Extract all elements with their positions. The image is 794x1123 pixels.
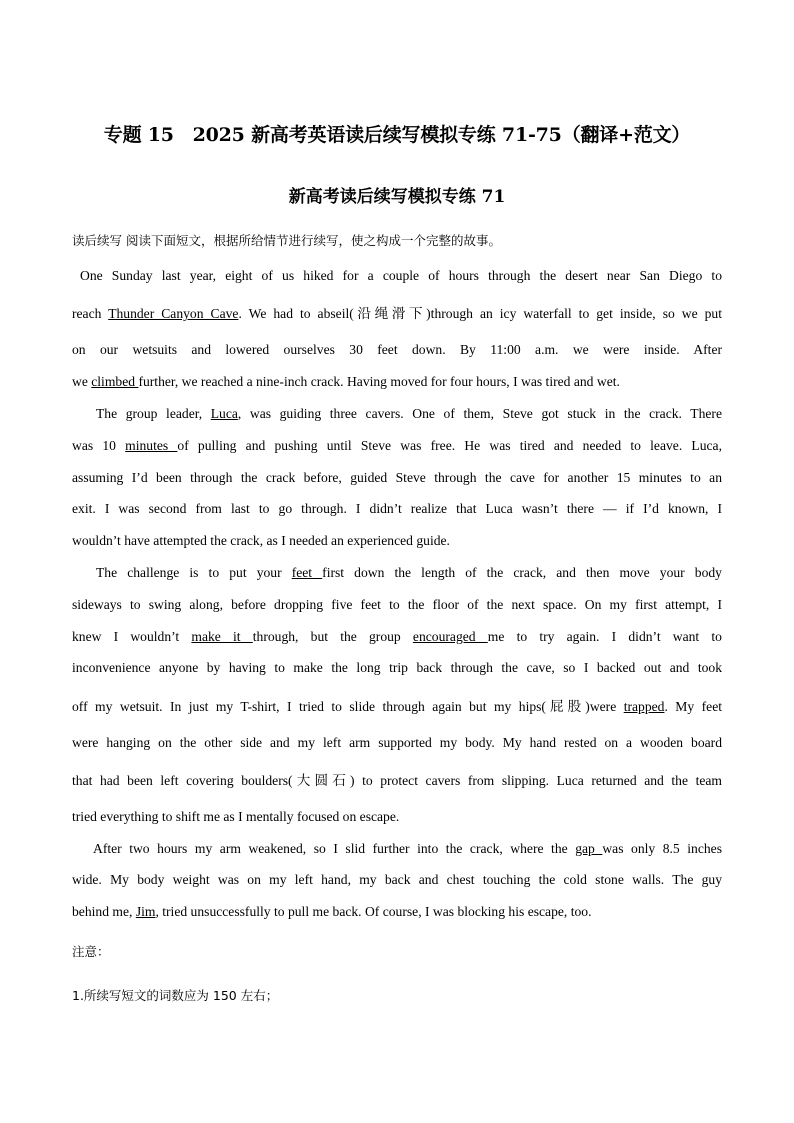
underlined-word: gap: [575, 841, 603, 856]
passage-line: The challenge is to put your feet first down the length of the crack, and then move your body: [96, 565, 722, 580]
notes-heading: 注意：: [72, 944, 110, 959]
passage-line: inconvenience anyone by having to make the long trip back through the cave, so I backed out and took: [72, 660, 722, 675]
underlined-word: Thunder Canyon Cave: [108, 306, 239, 321]
passage-line: on our wetsuits and lowered ourselves 30 feet down. By 11:00 a.m. we were inside. After: [72, 342, 722, 357]
passage-line: off my wetsuit. In just my T-shirt, I tried to slide through again but my hips(屁股)were trapped. My feet: [72, 699, 723, 714]
passage-line: The group leader, Luca, was guiding three cavers. One of them, Steve got stuck in the crack. There: [96, 406, 722, 421]
passage-line: was 10 minutes of pulling and pushing until Steve was free. He was tired and needed to leave. Luca,: [72, 438, 722, 453]
passage-line: knew I wouldn’t make it through, but the group encouraged me to try again. I didn’t want to: [72, 629, 722, 644]
underlined-word: minutes: [125, 438, 178, 453]
passage-line: that had been left covering boulders(大圆石) to protect cavers from slipping. Luca returned and the team: [72, 773, 722, 788]
notes-item: 1.所续写短文的词数应为 150 左右；: [72, 988, 279, 1003]
passage-line: we climbed further, we reached a nine-inch crack. Having moved for four hours, I was tired and wet.: [72, 374, 620, 389]
underlined-word: climbed: [91, 374, 139, 389]
underlined-word: trapped: [623, 699, 665, 714]
passage-line: exit. I was second from last to go through. I didn’t realize that Luca wasn’t there — if I’d known, I: [72, 501, 722, 516]
underlined-word: make it: [191, 629, 253, 644]
underlined-word: encouraged: [412, 629, 488, 644]
passage-line: After two hours my arm weakened, so I slid further into the crack, where the gap was only 8.5 inches: [93, 841, 722, 856]
page-subtitle: 新高考读后续写模拟专练 71: [288, 187, 506, 207]
passage-line: assuming I’d been through the crack before, guided Steve through the cave for another 15 minutes to an: [72, 470, 722, 485]
passage-line: tried everything to shift me as I mentally focused on escape.: [72, 809, 400, 824]
passage-line: wouldn’t have attempted the crack, as I needed an experienced guide.: [72, 533, 450, 548]
underlined-word: Luca: [210, 406, 238, 421]
passage-line: reach Thunder Canyon Cave. We had to abseil(沿绳滑下)through an icy waterfall to get inside, so we put: [72, 306, 722, 321]
underlined-word: feet: [291, 565, 323, 580]
passage-line: sideways to swing along, before dropping five feet to the floor of the next space. On my first attempt, I: [72, 597, 722, 612]
underlined-word: Jim: [135, 904, 156, 919]
passage-line: behind me, Jim, tried unsuccessfully to pull me back. Of course, I was blocking his escape, too.: [72, 904, 592, 919]
passage-line: wide. My body weight was on my left hand, my back and chest touching the cold stone walls. The guy: [72, 872, 722, 887]
passage-line: One Sunday last year, eight of us hiked for a couple of hours through the desert near San Diego to: [80, 268, 722, 283]
task-instruction: 读后续写 阅读下面短文，根据所给情节进行续写，使之构成一个完整的故事。: [72, 233, 501, 248]
passage-line: were hanging on the other side and my left arm supported my body. My hand rested on a wooden board: [72, 735, 722, 750]
page-title: 专题 15 2025 新高考英语读后续写模拟专练 71-75（翻译+范文）: [103, 124, 691, 146]
